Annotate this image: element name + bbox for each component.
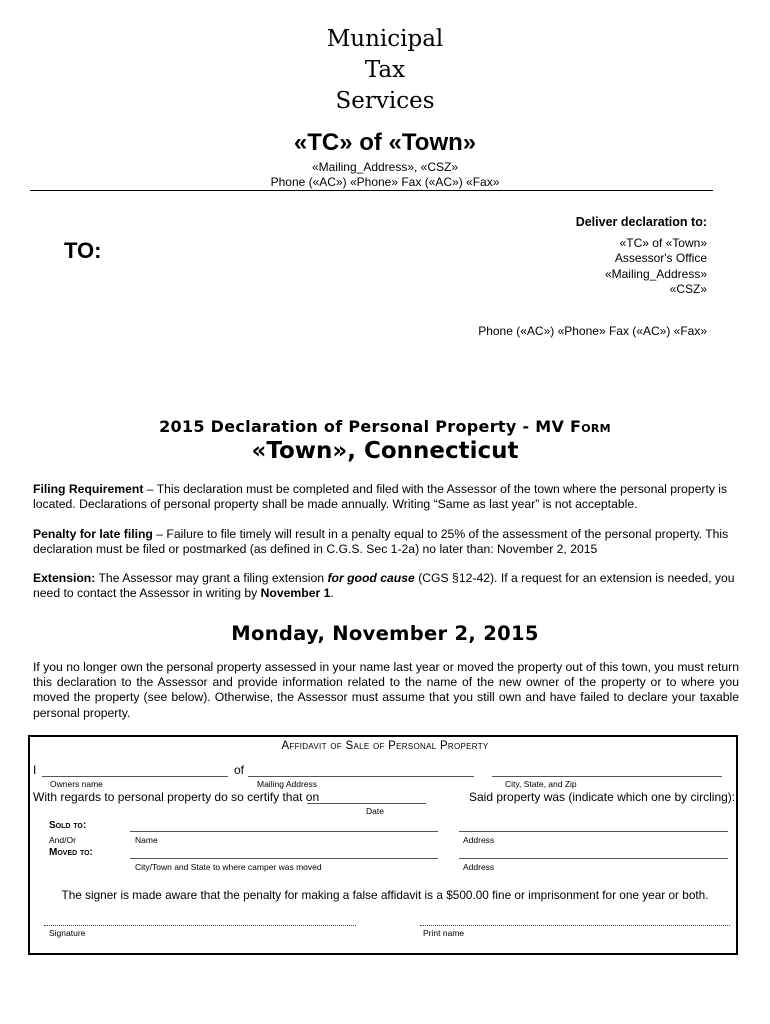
deliver-line-3: «Mailing_Address» [604,266,707,281]
penalty-paragraph [33,527,739,557]
penalty-text: – Failure to file timely will result in a penalty equal to 25% of the assessment of the personal property. This declaration must be filed or postmarked (as defined in C.G.S. Sec 1-2a) no later than: November 2, 2015 [33,527,729,557]
affidavit-box [28,735,738,955]
city-state-zip-label: City, State, and Zip [505,779,577,789]
tc-town-heading: «TC» of «Town» [293,129,477,156]
signature-field[interactable] [44,925,356,926]
filing-requirement-label: Filing Requirement [33,482,144,496]
deliver-line-2: Assessor's Office [614,251,707,265]
extension-text-1: The Assessor may grant a filing extension [95,571,328,585]
to-label: TO: [64,238,102,263]
extension-end: . [330,586,334,601]
moved-to-address-field[interactable] [459,858,728,859]
affidavit-i-label: I [33,763,37,777]
circle-instruction: Said property was (indicate which one by circling): [469,790,736,804]
declaration-title-form: Form [570,417,611,436]
extension-good-cause: for good cause [327,571,415,585]
extension-text-2: (CGS §12-42). If a request for an extension is needed, you need to contact the Assessor in writing by [33,571,735,601]
deliver-to-block [576,215,707,298]
owners-name-label: Owners name [50,779,103,789]
mailing-address-field[interactable] [248,776,474,777]
signature-label: Signature [49,928,86,938]
deliver-line-1: «TC» of «Town» [619,235,707,250]
extension-date: November 1 [260,586,331,601]
logo-line-2: Tax [364,57,406,83]
print-name-label: Print name [423,928,465,938]
city-state-label: City/Town and State to where camper was moved [135,862,322,872]
address-label-1: Address [463,835,495,845]
phone-fax-line: Phone («AC») «Phone» Fax («AC») «Fax» [270,175,500,189]
date-label: Date [366,806,384,816]
declaration-title-main: 2015 Declaration of Personal Property - MV [159,417,571,436]
deliver-line-4: «CSZ» [669,282,707,296]
sold-to-name-field[interactable] [130,831,438,832]
city-state-zip-field[interactable] [492,776,722,777]
print-name-field[interactable] [420,925,730,926]
moved-to-option[interactable]: Moved to: [49,847,93,858]
declaration-title [0,417,770,436]
date-field[interactable] [307,803,426,804]
sold-to-address-field[interactable] [459,831,728,832]
filing-requirement-text: – This declaration must be completed and filed with the Assessor of the town where the personal property is located. Declarations of personal property shall be made annually. Writing “Same as last year” is not acceptable. [33,482,728,512]
due-date-heading: Monday, November 2, 2015 [231,622,539,645]
mailing-address-label: Mailing Address [257,779,318,789]
sold-to-option[interactable]: Sold to: [49,820,87,831]
declaration-town: «Town», Connecticut [251,438,519,464]
logo-line-3: Services [335,88,435,114]
owners-name-field[interactable] [42,776,228,777]
logo-municipal-tax-services [0,24,770,117]
penalty-label: Penalty for late filing [33,527,153,541]
filing-requirement-paragraph [33,482,739,512]
no-longer-own-paragraph: If you no longer own the personal property assessed in your name last year or moved the property out of this town, you must return this declaration to the Assessor and provide information related to the name of the new owner of the property or to where you moved the property (see below). Otherwise, the Assessor must assume that you still own and have failed to declare your taxable personal property. [33,660,739,720]
logo-line-1: Municipal [326,26,444,52]
affidavit-title: Affidavit of Sale of Personal Property [281,740,489,752]
name-label: Name [135,835,158,845]
and-or-label: And/Or [49,835,76,845]
extension-label: Extension: [33,571,96,585]
mailing-address-line: «Mailing_Address», «CSZ» [311,160,459,174]
moved-to-city-field[interactable] [130,858,438,859]
certify-text: With regards to personal property do so certify that on [33,790,320,804]
deliver-heading: Deliver declaration to: [575,215,707,229]
false-affidavit-warning: The signer is made aware that the penalty for making a false affidavit is a $500.00 fine or imprisonment for one year or both. [61,888,709,902]
address-label-2: Address [463,862,495,872]
affidavit-of-label: of [234,763,245,777]
extension-paragraph [33,571,739,601]
deliver-phone: Phone («AC») «Phone» Fax («AC») «Fax» [478,324,707,338]
header-divider [30,190,713,191]
